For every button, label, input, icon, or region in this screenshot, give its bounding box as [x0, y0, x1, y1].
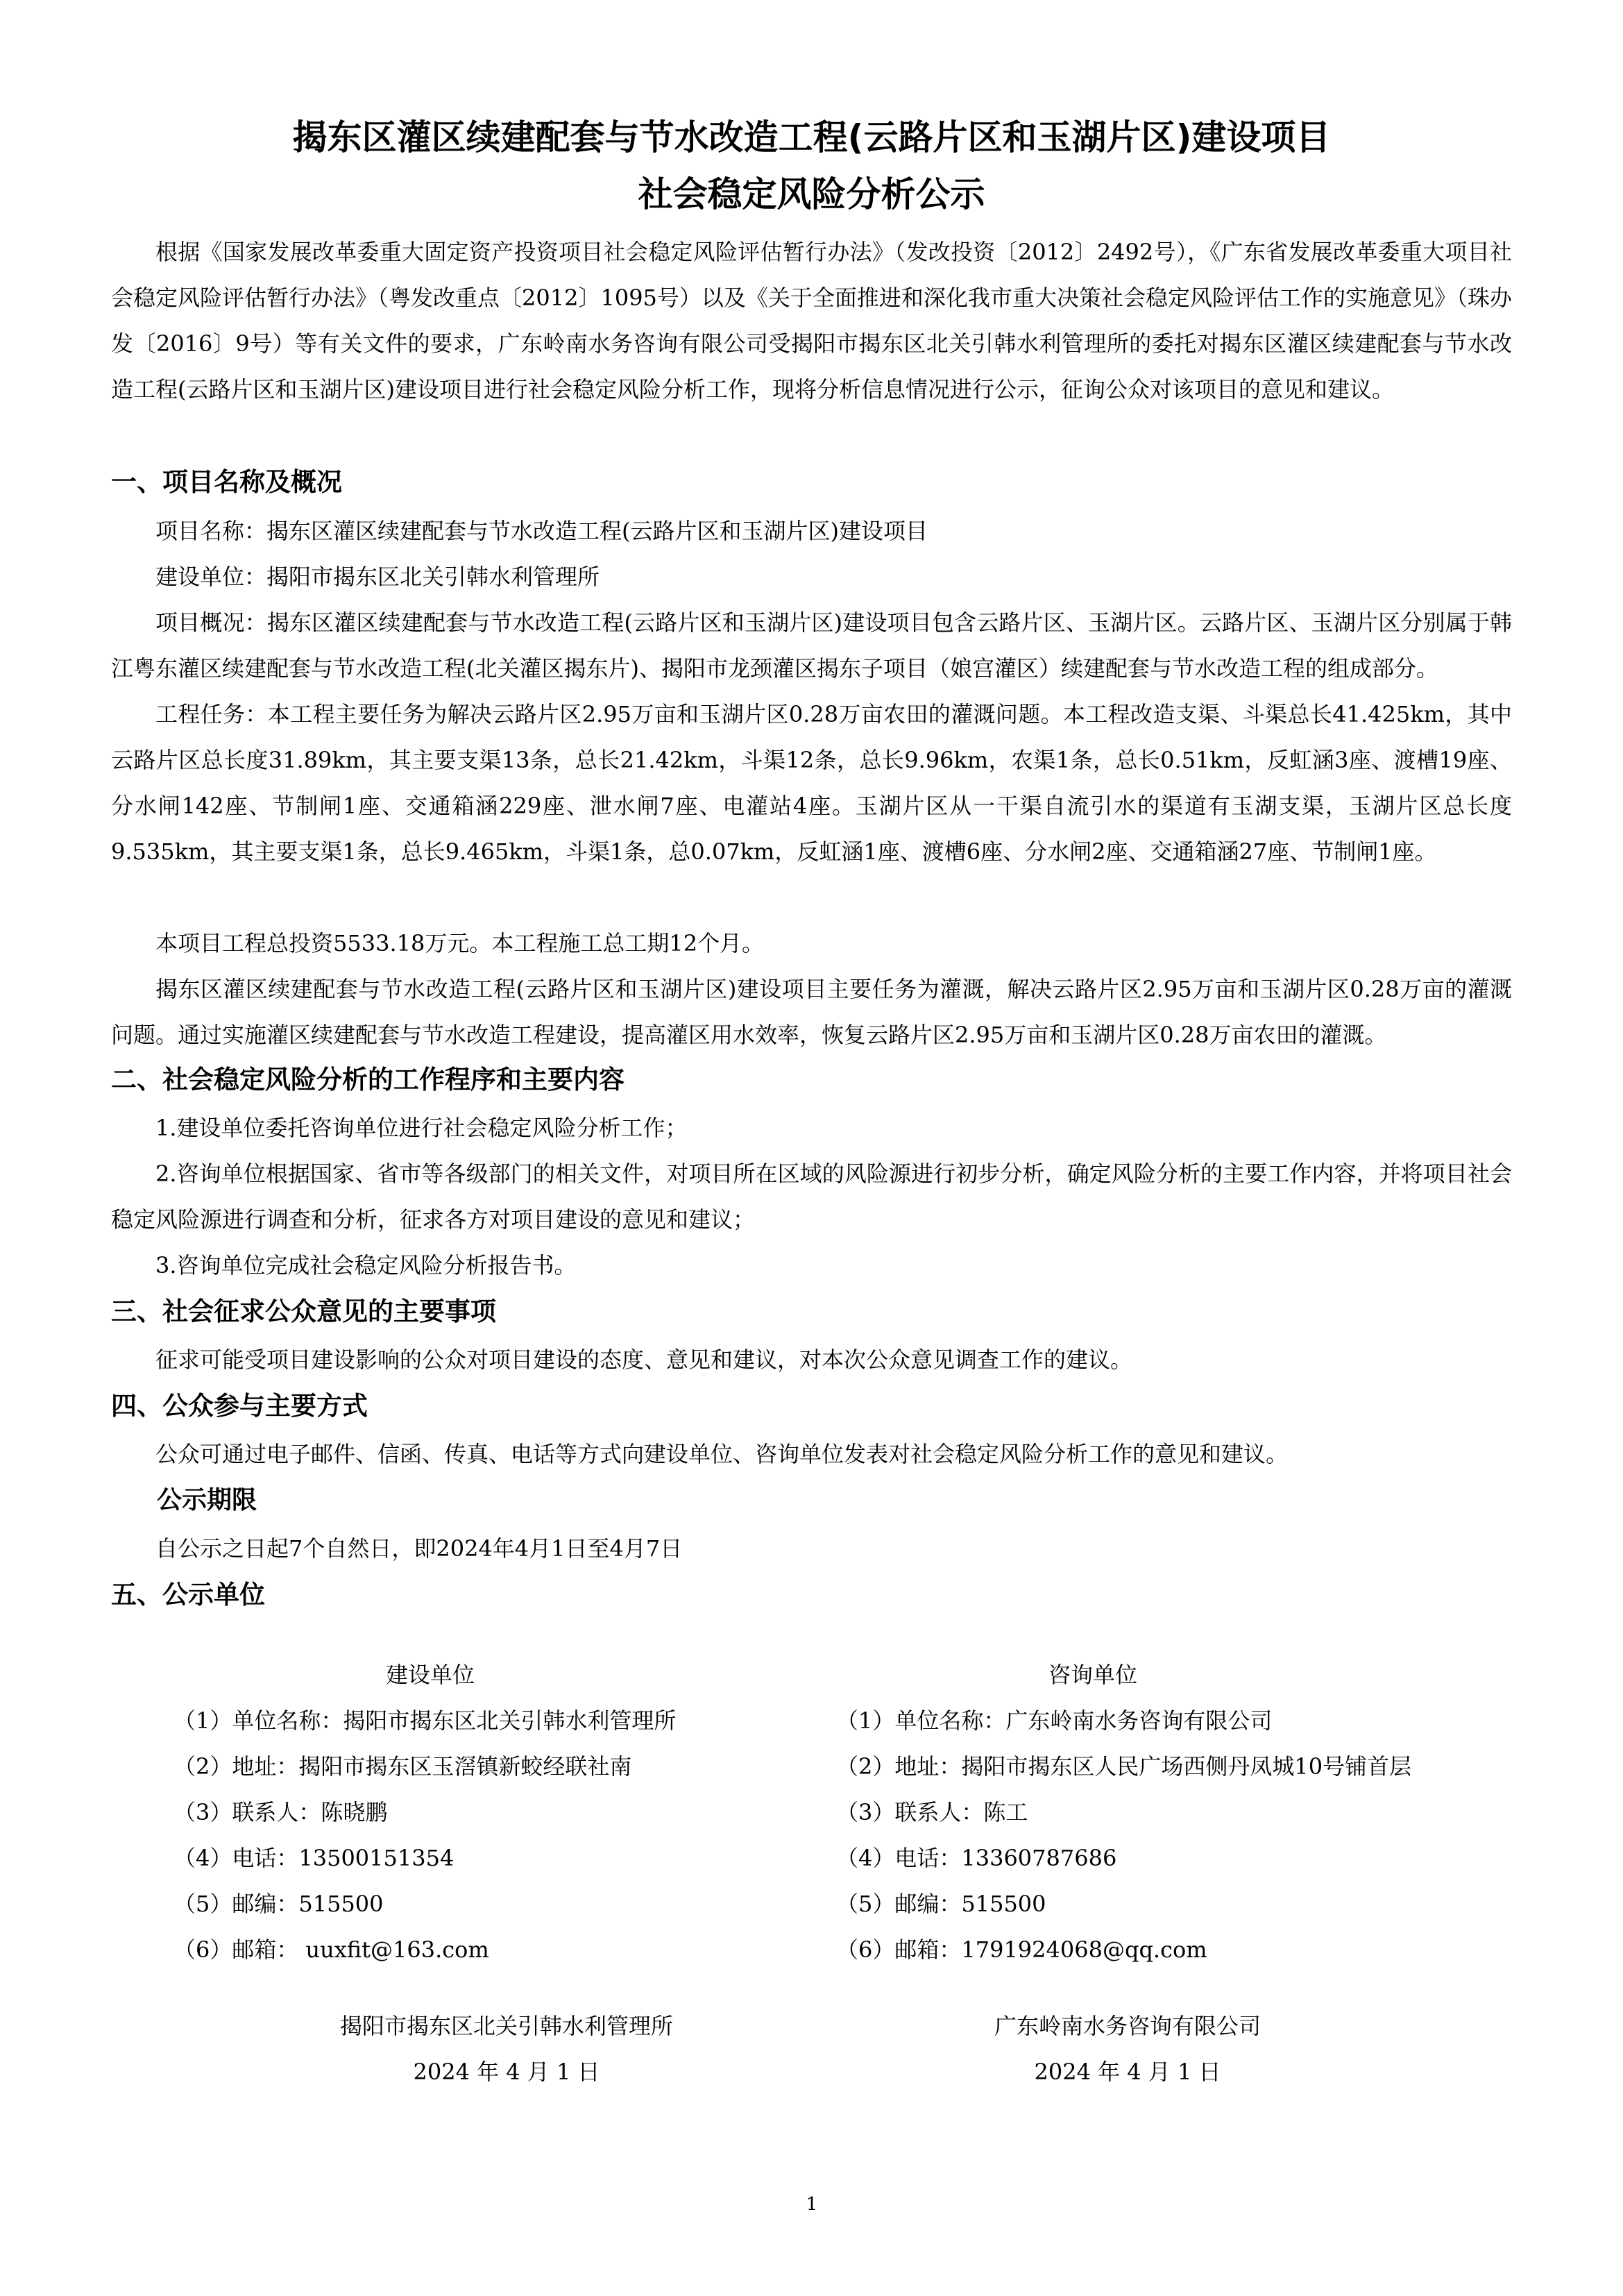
builder-unit-phone: （4）电话：13500151354 [173, 1845, 454, 1871]
procedure-item-3: 3.咨询单位完成社会稳定风险分析报告书。 [155, 1252, 577, 1278]
procedure-item-1: 1.建设单位委托咨询单位进行社会稳定风险分析工作； [155, 1115, 688, 1141]
document-title-line1: 揭东区灌区续建配套与节水改造工程(云路片区和玉湖片区)建设项目 [292, 117, 1331, 158]
consulting-signature-date: 2024 年 4 月 1 日 [1034, 2059, 1221, 2085]
section5-heading: 五、公示单位 [111, 1580, 265, 1610]
builder-unit-email: （6）邮箱： uuxfit@163.com [173, 1936, 489, 1963]
section2-heading: 二、社会稳定风险分析的工作程序和主要内容 [111, 1065, 624, 1095]
consulting-signature-org: 广东岭南水务咨询有限公司 [994, 2013, 1261, 2039]
builder-unit-address: （2）地址：揭阳市揭东区玉滘镇新蛟经联社南 [173, 1753, 632, 1780]
section4-heading: 四、公众参与主要方式 [111, 1391, 368, 1421]
consulting-unit-address: （2）地址：揭阳市揭东区人民广场西侧丹凤城10号铺首层 [836, 1753, 1412, 1780]
section3-text: 征求可能受项目建设影响的公众对项目建设的态度、意见和建议，对本次公众意见调查工作的建议。 [155, 1347, 1133, 1373]
builder-unit-contact: （3）联系人：陈晓鹏 [173, 1799, 388, 1825]
builder-line: 建设单位：揭阳市揭东区北关引韩水利管理所 [155, 564, 600, 590]
procedure-item-2: 2.咨询单位根据国家、省市等各级部门的相关文件，对项目所在区域的风险源进行初步分析，确定风险分析的主要工作内容，并将项目社会稳定风险源进行调查和分析，征求各方对项目建设的意见和建议； [111, 1160, 1512, 1233]
builder-unit-postcode: （5）邮编：515500 [173, 1891, 384, 1917]
consulting-unit-info [836, 1652, 1461, 1973]
publicity-period-heading: 公示期限 [157, 1486, 257, 1514]
consulting-unit-email: （6）邮箱：1791924068@qq.com [836, 1936, 1207, 1963]
builder-unit-info [173, 1652, 798, 1973]
intro-paragraph: 根据《国家发展改革委重大固定资产投资项目社会稳定风险评估暂行办法》（发改投资〔2012〕2492号），《广东省发展改革委重大项目社会稳定风险评估暂行办法》（粤发改重点〔2012〕1095号）以及《关于全面推进和深化我市重大决策社会稳定风险评估工作的实施意见》（珠办发〔2016〕9号）等有关文件的要求，广东岭南水务咨询有限公司受揭阳市揭东区北关引韩水利管理所的委托对揭东区灌区续建配套与节水改造工程(云路片区和玉湖片区)建设项目进行社会稳定风险分析工作，现将分析信息情况进行公示，征询公众对该项目的意见和建议。 [111, 239, 1512, 403]
builder-unit-name: （1）单位名称：揭阳市揭东区北关引韩水利管理所 [173, 1707, 677, 1734]
consulting-unit-header: 咨询单位 [1048, 1662, 1137, 1688]
consulting-unit-name: （1）单位名称：广东岭南水务咨询有限公司 [836, 1707, 1273, 1734]
section3-heading: 三、社会征求公众意见的主要事项 [111, 1297, 496, 1326]
document-title-line2: 社会稳定风险分析公示 [638, 174, 985, 214]
project-investment: 本项目工程总投资5533.18万元。本工程施工总工期12个月。 [155, 930, 765, 956]
consulting-unit-contact: （3）联系人：陈工 [836, 1799, 1028, 1825]
project-tasks: 工程任务：本工程主要任务为解决云路片区2.95万亩和玉湖片区0.28万亩农田的灌溉问题。本工程改造支渠、斗渠总长41.425km，其中云路片区总长度31.89km，其主要支渠13条，总长21.42km，斗渠12条，总长9.96km，农渠1条，总长0.51km，反虹涵3座、渡槽19座、分水闸142座、节制闸1座、交通箱涵229座、泄水闸7座、电灌站4座。玉湖片区从一干渠自流引水的渠道有玉湖支渠，玉湖片区总长度9.535km，其主要支渠1条，总长9.465km，斗渠1条，总0.07km，反虹涵1座、渡槽6座、分水闸2座、交通箱涵27座、节制闸1座。 [111, 701, 1512, 865]
section1-heading: 一、项目名称及概况 [111, 467, 342, 497]
builder-unit-header: 建设单位 [385, 1662, 475, 1688]
consulting-unit-phone: （4）电话：13360787686 [836, 1845, 1117, 1871]
publicity-period-text: 自公示之日起7个自然日，即2024年4月1日至4月7日 [155, 1535, 683, 1562]
project-overview: 项目概况：揭东区灌区续建配套与节水改造工程(云路片区和玉湖片区)建设项目包含云路片区、玉湖片区。云路片区、玉湖片区分别属于韩江粤东灌区续建配套与节水改造工程(北关灌区揭东片)、揭阳市龙颈灌区揭东子项目（娘宫灌区）续建配套与节水改造工程的组成部分。 [111, 609, 1512, 682]
section4-text: 公众可通过电子邮件、信函、传真、电话等方式向建设单位、咨询单位发表对社会稳定风险分析工作的意见和建议。 [155, 1441, 1289, 1467]
builder-signature [264, 2003, 749, 2095]
project-name-line: 项目名称：揭东区灌区续建配套与节水改造工程(云路片区和玉湖片区)建设项目 [155, 518, 928, 544]
project-summary: 揭东区灌区续建配套与节水改造工程(云路片区和玉湖片区)建设项目主要任务为灌溉，解决云路片区2.95万亩和玉湖片区0.28万亩的灌溉问题。通过实施灌区续建配套与节水改造工程建设，提高灌区用水效率，恢复云路片区2.95万亩和玉湖片区0.28万亩农田的灌溉。 [111, 976, 1512, 1048]
consulting-signature [885, 2003, 1370, 2095]
builder-signature-date: 2024 年 4 月 1 日 [413, 2059, 600, 2085]
page-number: 1 [806, 2194, 818, 2215]
consulting-unit-postcode: （5）邮编：515500 [836, 1891, 1046, 1917]
builder-signature-org: 揭阳市揭东区北关引韩水利管理所 [339, 2013, 673, 2039]
